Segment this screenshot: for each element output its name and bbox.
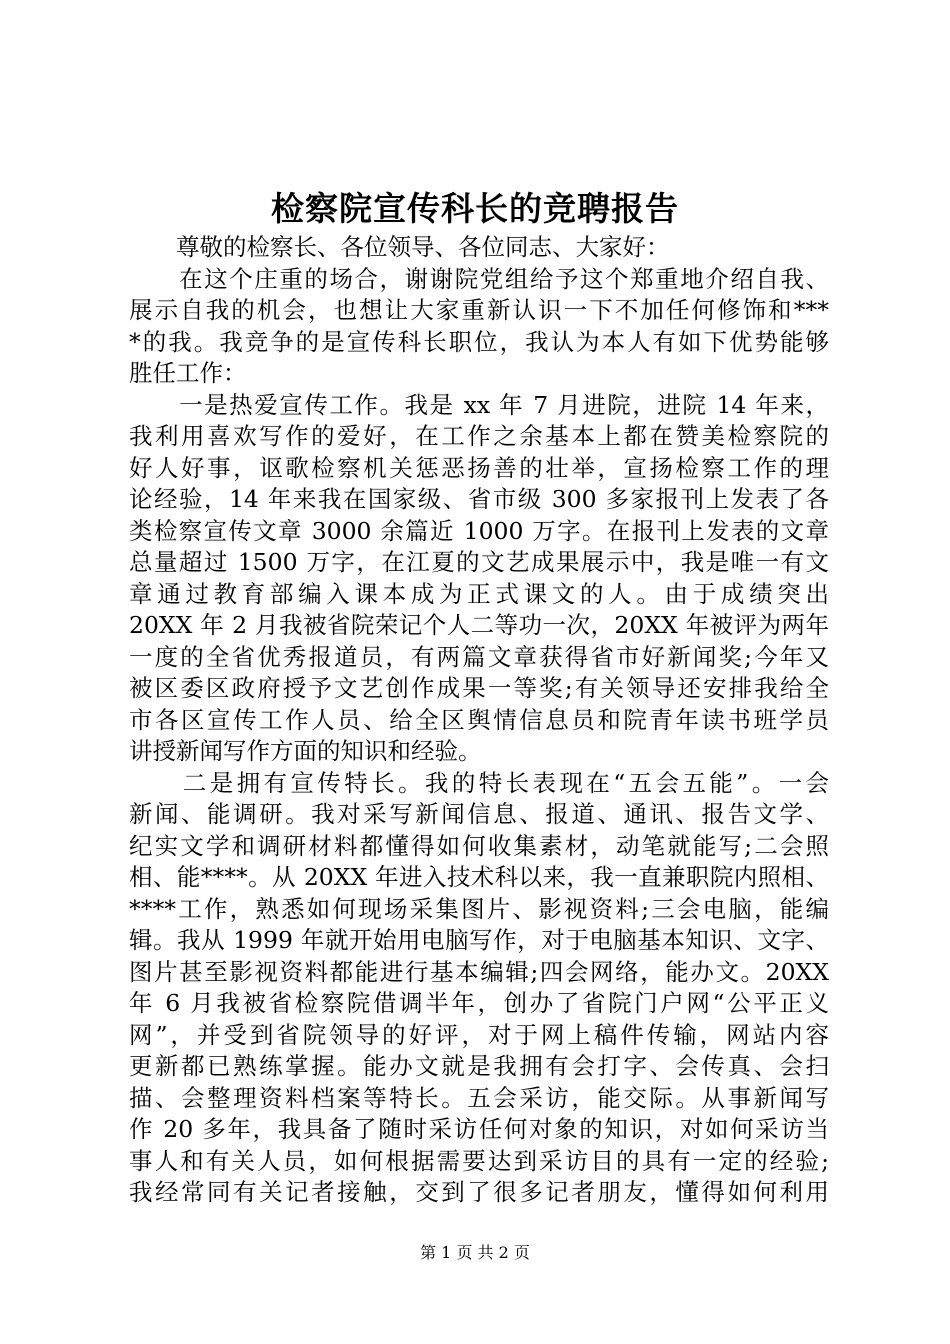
body-line: 展示自我的机会，也想让大家重新认识一下不加任何修饰和*** <box>129 296 829 324</box>
body-line: 事人和有关人员，如何根据需要达到采访目的具有一定的经验; <box>129 1146 829 1175</box>
body-line: 相、能****。从 20XX 年进入技术科以来，我一直兼职院内照相、 <box>129 863 829 891</box>
body-line: 20XX 年 2 月我被省院荣记个人二等功一次，20XX 年被评为两年 <box>129 611 829 639</box>
body-line: 辑。我从 1999 年就开始用电脑写作，对于电脑基本知识、文字、 <box>129 926 829 954</box>
page-footer: 第 1 页 共 2 页 <box>420 1243 530 1262</box>
body-line: 在这个庄重的场合，谢谢院党组给予这个郑重地介绍自我、 <box>129 264 829 293</box>
body-line: 图片甚至影视资料都能进行基本编辑;四会网络，能办文。20XX <box>129 957 829 986</box>
body-line: 网”，并受到省院领导的好评，对于网上稿件传输，网站内容 <box>129 1020 829 1049</box>
body-line: 尊敬的检察长、各位领导、各位同志、大家好： <box>129 233 670 261</box>
body-line: 作 20 多年，我具备了随时采访任何对象的知识，对如何采访当 <box>129 1115 829 1143</box>
body-line: 好人好事，讴歌检察机关惩恶扬善的壮举，宣扬检察工作的理 <box>129 453 829 482</box>
body-line: 章通过教育部编入课本成为正式课文的人。由于成绩突出 <box>129 579 829 608</box>
body-line: ****工作，熟悉如何现场采集图片、影视资料;三会电脑，能编 <box>129 894 829 923</box>
body-line: 纪实文学和调研材料都懂得如何收集素材，动笔就能写;二会照 <box>129 831 829 860</box>
body-line: 更新都已熟练掌握。能办文就是我拥有会打字、会传真、会扫 <box>129 1052 829 1080</box>
body-line: 我利用喜欢写作的爱好，在工作之余基本上都在赞美检察院的 <box>129 422 829 450</box>
body-line: 胜任工作： <box>129 359 247 387</box>
document-body <box>129 232 829 1209</box>
body-line: 年 6 月我被省检察院借调半年，创办了省院门户网“公平正义 <box>129 989 829 1017</box>
body-line: 类检察宣传文章 3000 余篇近 1000 万字。在报刊上发表的文章 <box>129 516 829 545</box>
body-line: 描、会整理资料档案等特长。五会采访，能交际。从事新闻写 <box>129 1083 829 1112</box>
body-line: 一是热爱宣传工作。我是 xx 年 7 月进院，进院 14 年来， <box>129 390 829 419</box>
body-line: 论经验，14 年来我在国家级、省市级 300 多家报刊上发表了各 <box>129 485 829 513</box>
body-line: 一度的全省优秀报道员，有两篇文章获得省市好新闻奖;今年又 <box>129 642 829 671</box>
body-line: 讲授新闻写作方面的知识和经验。 <box>129 737 482 765</box>
body-line: 二是拥有宣传特长。我的特长表现在“五会五能”。一会 <box>129 768 829 797</box>
body-line: 新闻、能调研。我对采写新闻信息、报道、通讯、报告文学、 <box>129 800 829 828</box>
body-line: 我经常同有关记者接触，交到了很多记者朋友，懂得如何利用 <box>129 1178 829 1206</box>
body-line: 总量超过 1500 万字，在江夏的文艺成果展示中，我是唯一有文 <box>129 548 829 576</box>
body-line: 被区委区政府授予文艺创作成果一等奖;有关领导还安排我给全 <box>129 674 829 702</box>
document-title: 检察院宣传科长的竞聘报告 <box>271 189 679 228</box>
body-line: 市各区宣传工作人员、给全区舆情信息员和院青年读书班学员 <box>129 705 829 734</box>
body-line: *的我。我竞争的是宣传科长职位，我认为本人有如下优势能够 <box>129 327 829 356</box>
